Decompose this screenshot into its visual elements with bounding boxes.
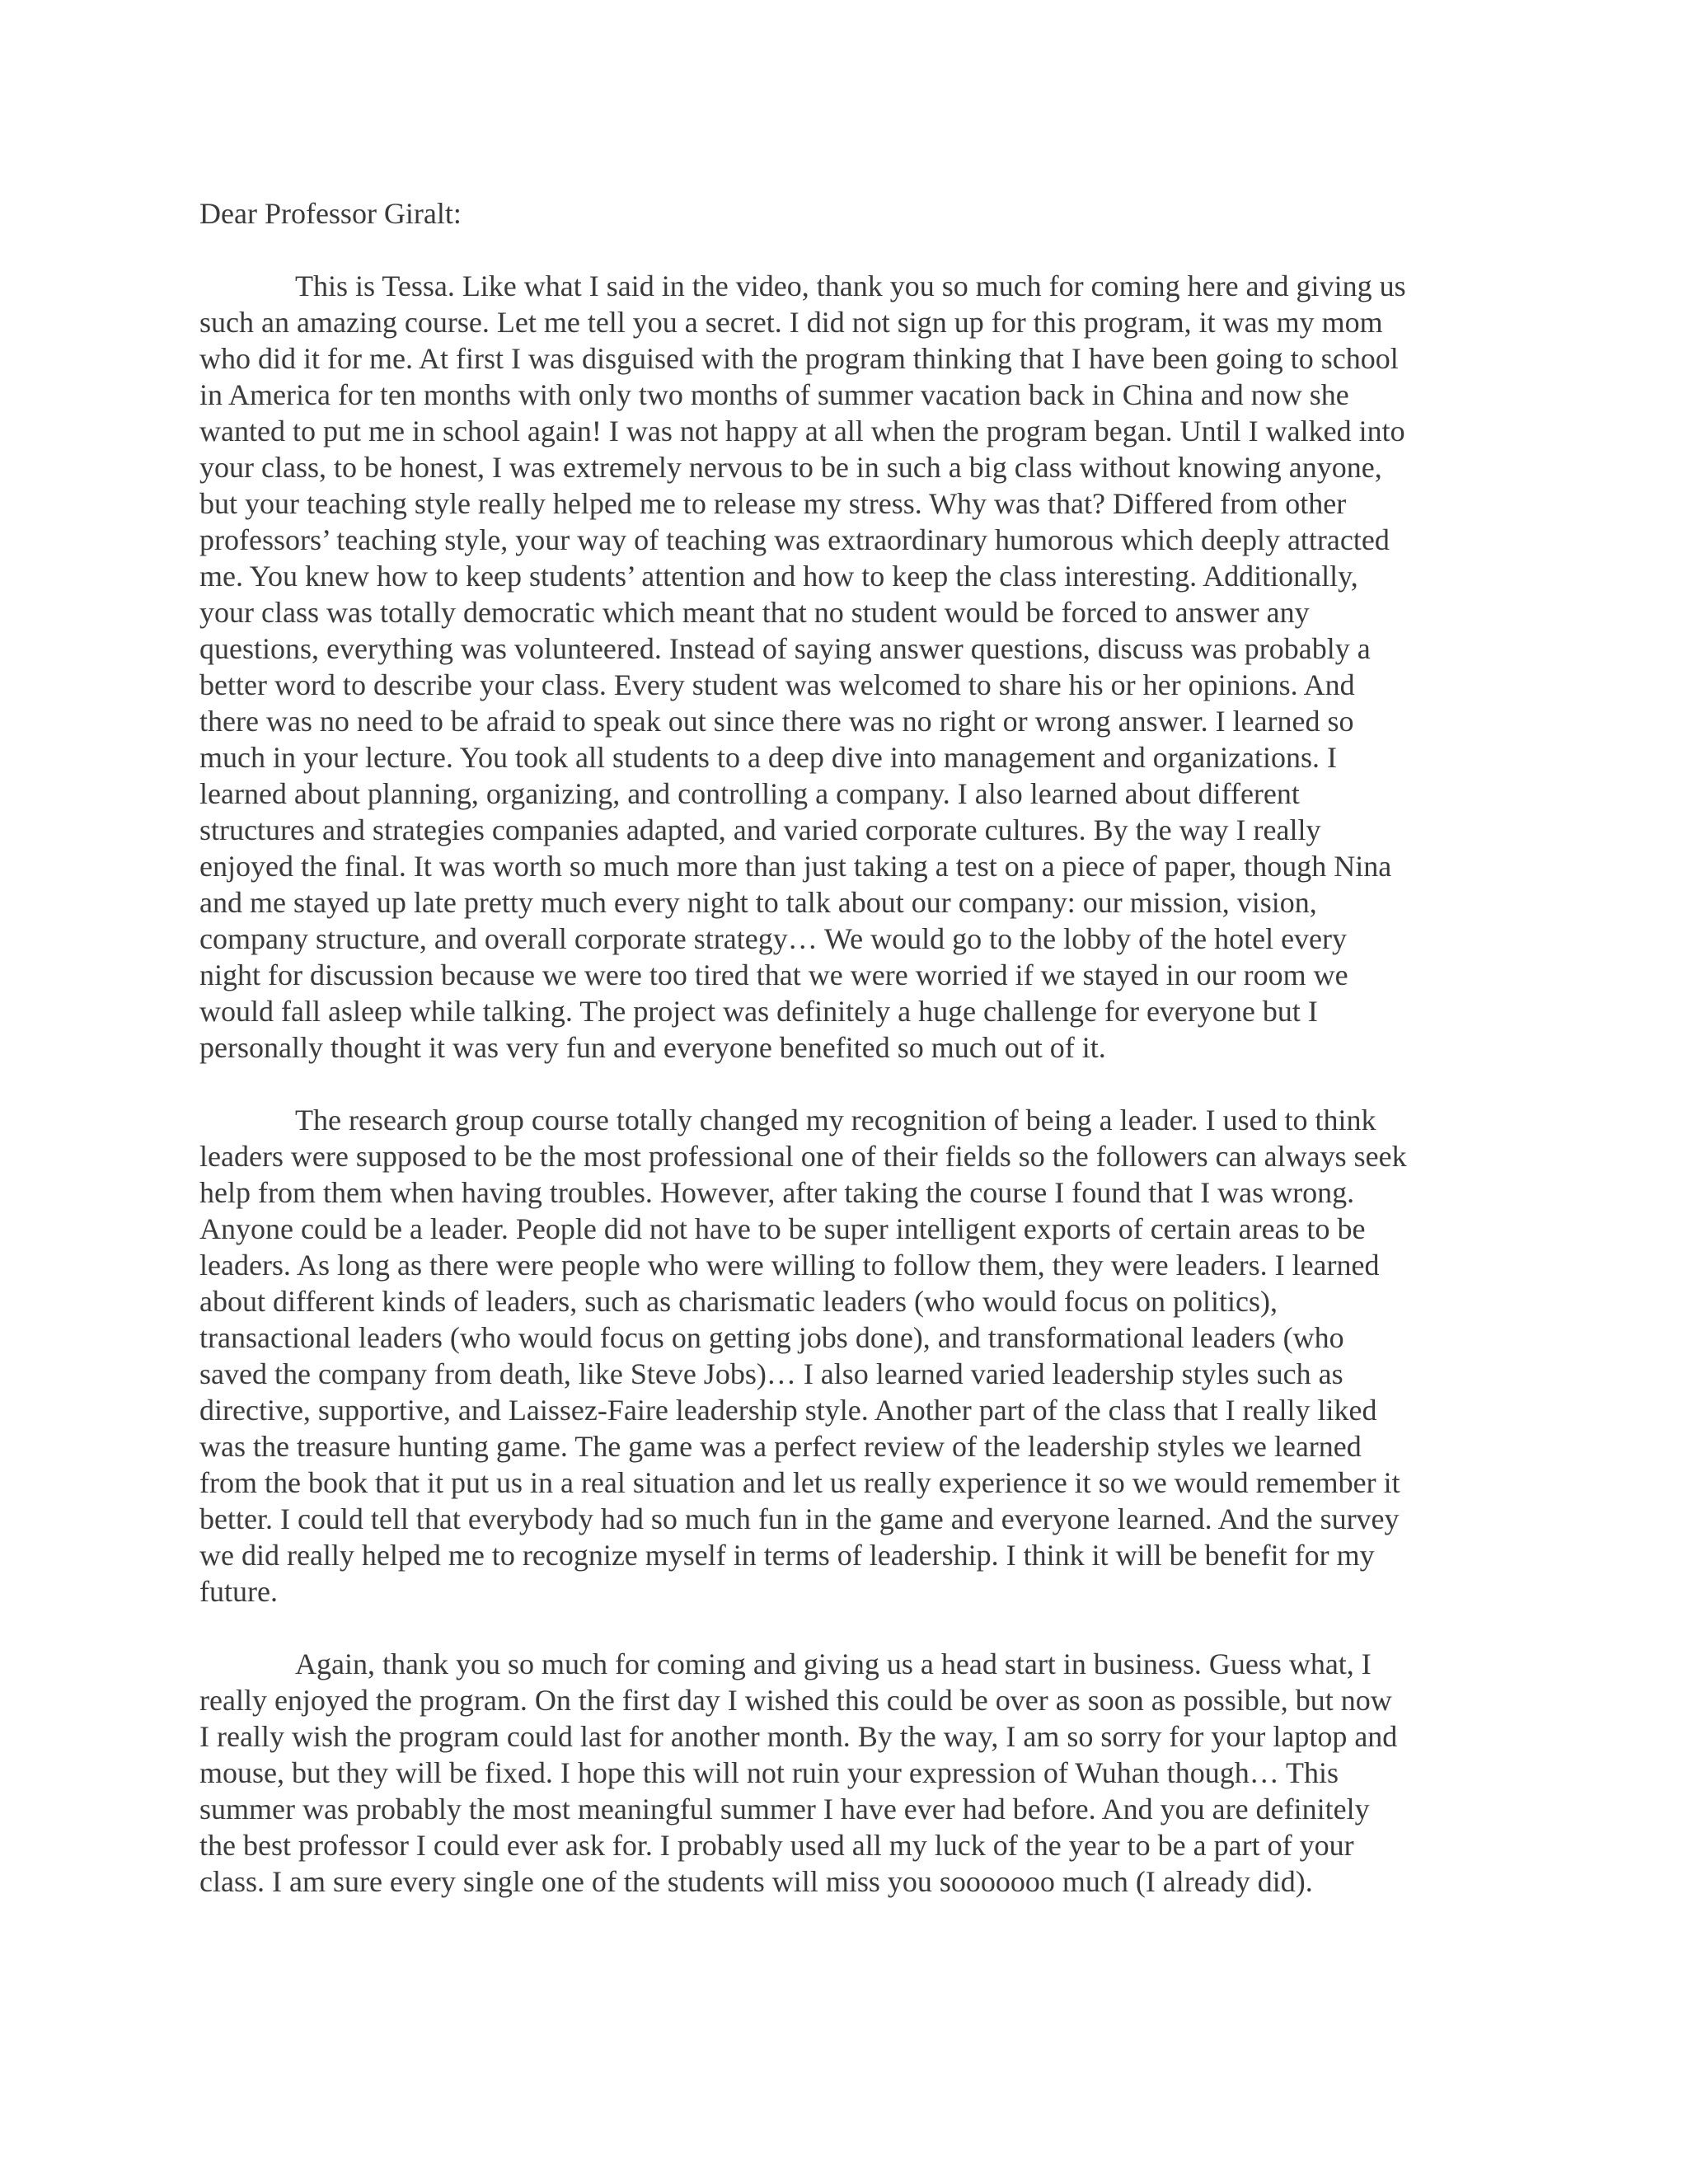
text-line: questions, everything was volunteered. Instead of saying answer questions, discuss was probably a xyxy=(199,632,1371,665)
text-line: structures and strategies companies adapted, and varied corporate cultures. By the way I really xyxy=(199,813,1321,846)
text-line: transactional leaders (who would focus on getting jobs done), and transformational leaders (who xyxy=(199,1321,1344,1354)
text-line: directive, supportive, and Laissez-Faire leadership style. Another part of the class that I really liked xyxy=(199,1394,1377,1427)
text-line: your class, to be honest, I was extremely nervous to be in such a big class without knowing anyone, xyxy=(199,451,1382,484)
text-line: saved the company from death, like Steve Jobs)… I also learned varied leadership styles such as xyxy=(199,1357,1343,1390)
text-line: company structure, and overall corporate strategy… We would go to the lobby of the hotel every xyxy=(199,922,1348,955)
text-line: me. You knew how to keep students’ attention and how to keep the class interesting. Additionally, xyxy=(199,560,1358,593)
text-line: there was no need to be afraid to speak out since there was no right or wrong answer. I learned so xyxy=(199,705,1354,738)
text-line: class. I am sure every single one of the students will miss you sooooooo much (I already did). xyxy=(199,1865,1313,1898)
text-line: learned about planning, organizing, and controlling a company. I also learned about different xyxy=(199,777,1300,810)
text-line: really enjoyed the program. On the first day I wished this could be over as soon as possible, but now xyxy=(199,1684,1392,1717)
text-line: we did really helped me to recognize myself in terms of leadership. I think it will be benefit for my xyxy=(199,1539,1375,1572)
text-line: mouse, but they will be fixed. I hope this will not ruin your expression of Wuhan though… This xyxy=(199,1756,1339,1789)
letter-paragraphs xyxy=(199,268,1495,1900)
text-line: in America for ten months with only two months of summer vacation back in China and now she xyxy=(199,378,1349,411)
text-line: personally thought it was very fun and everyone benefited so much out of it. xyxy=(199,1031,1106,1064)
text-line: future. xyxy=(199,1575,278,1608)
text-line: I really wish the program could last for another month. By the way, I am so sorry for your laptop and xyxy=(199,1720,1398,1753)
text-line: better word to describe your class. Every student was welcomed to share his or her opinions. And xyxy=(199,668,1355,701)
text-line: leaders were supposed to be the most professional one of their fields so the followers can always seek xyxy=(199,1140,1407,1173)
text-line: who did it for me. At first I was disguised with the program thinking that I have been going to school xyxy=(199,342,1399,375)
text-line: professors’ teaching style, your way of teaching was extraordinary humorous which deeply attracted xyxy=(199,523,1390,556)
text-line: was the treasure hunting game. The game was a perfect review of the leadership styles we learned xyxy=(199,1430,1362,1463)
text-line: enjoyed the final. It was worth so much more than just taking a test on a piece of paper, though Nina xyxy=(199,850,1392,883)
paragraph xyxy=(199,1102,1495,1610)
text-line: This is Tessa. Like what I said in the video, thank you so much for coming here and giving us xyxy=(295,269,1406,302)
text-line: but your teaching style really helped me to release my stress. Why was that? Differed from other xyxy=(199,487,1347,520)
text-line: The research group course totally changed my recognition of being a leader. I used to think xyxy=(295,1104,1376,1137)
text-line: better. I could tell that everybody had so much fun in the game and everyone learned. And the survey xyxy=(199,1502,1400,1535)
text-line: wanted to put me in school again! I was not happy at all when the program began. Until I walked into xyxy=(199,415,1405,448)
text-line: summer was probably the most meaningful summer I have ever had before. And you are definitely xyxy=(199,1793,1370,1825)
text-line: leaders. As long as there were people who were willing to follow them, they were leaders. I learned xyxy=(199,1249,1380,1282)
text-line: the best professor I could ever ask for. I probably used all my luck of the year to be a part of your xyxy=(199,1829,1354,1862)
salutation: Dear Professor Giralt: xyxy=(199,197,462,230)
text-line: and me stayed up late pretty much every night to talk about our company: our mission, vision, xyxy=(199,886,1317,919)
text-line: Anyone could be a leader. People did not have to be super intelligent exports of certain areas to be xyxy=(199,1212,1366,1245)
text-line: help from them when having troubles. However, after taking the course I found that I was wrong. xyxy=(199,1176,1355,1209)
text-line: such an amazing course. Let me tell you a secret. I did not sign up for this program, it was my mom xyxy=(199,306,1383,339)
text-line: about different kinds of leaders, such as charismatic leaders (who would focus on politics), xyxy=(199,1285,1278,1318)
text-line: night for discussion because we were too tired that we were worried if we stayed in our room we xyxy=(199,958,1348,991)
text-line: your class was totally democratic which meant that no student would be forced to answer any xyxy=(199,596,1310,629)
text-line: would fall asleep while talking. The project was definitely a huge challenge for everyone but I xyxy=(199,995,1318,1028)
letter-body xyxy=(199,195,1495,1900)
text-line: much in your lecture. You took all students to a deep dive into management and organizations. I xyxy=(199,741,1338,774)
text-line: Again, thank you so much for coming and giving us a head start in business. Guess what, I xyxy=(295,1647,1372,1680)
text-line: from the book that it put us in a real situation and let us really experience it so we would remember it xyxy=(199,1466,1400,1499)
paragraph xyxy=(199,1646,1495,1900)
paragraph xyxy=(199,268,1495,1066)
